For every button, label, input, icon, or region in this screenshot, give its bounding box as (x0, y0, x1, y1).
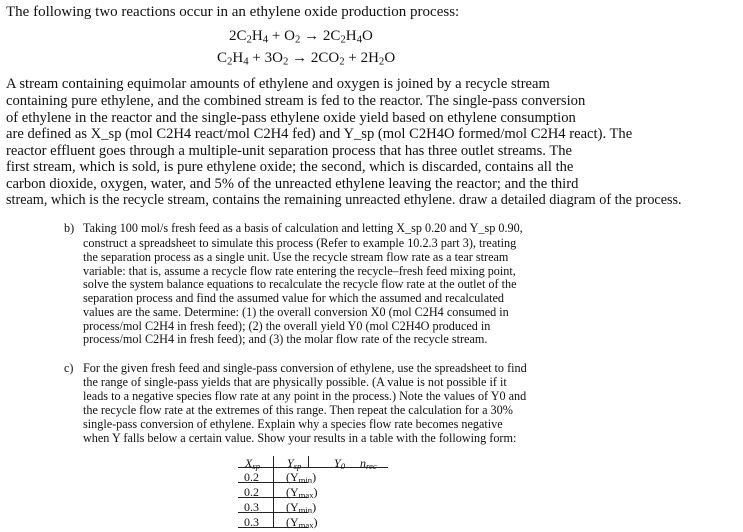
part-b-line-8: process/mol C2H4 in fresh feed); (2) the overall yield Y0 (mol C2H4O produced in (83, 319, 491, 333)
table-cell-x: 0.2 (244, 470, 259, 484)
table-col-divider (273, 456, 274, 528)
para-line-2: containing pure ethylene, and the combined stream is fed to the reactor. The single-pass conversion (6, 93, 586, 109)
table-cell-y: $(Y_{max})$ (286, 515, 318, 531)
table-cell-x: 0.3 (244, 515, 259, 529)
table-cell-x: 0.3 (244, 500, 259, 514)
intro-text: The following two reactions occur in an ethylene oxide production process: (6, 4, 460, 20)
reaction-1: $2C_2H_4 + O_2 \to 2C_2H_4O$ (229, 28, 373, 46)
part-b-line-6: separation process and find the assumed value for which the assumed and recalculated (83, 291, 504, 305)
part-b-label: b) (64, 221, 75, 235)
part-b-line-5: solve the system balance equations to recalculate the recycle flow rate at the outlet of the (83, 277, 517, 291)
para-line-1: A stream containing equimolar amounts of ethylene and oxygen is joined by a recycle stream (6, 76, 550, 92)
para-line-5: reactor effluent goes through a multiple-unit separation process that has three outlet streams. The (6, 143, 573, 159)
table-cell-y: $(Y_{min})$ (286, 500, 317, 516)
para-line-8: stream, which is the recycle stream, contains the remaining unreacted ethylene. draw a detailed diagram of the process. (6, 192, 682, 208)
para-line-3: of ethylene in the reactor and the single-pass ethylene oxide yield based on ethylene consumption (6, 110, 576, 126)
table-header-xsp: $X_{sp}$ (245, 456, 261, 472)
part-c-line-5: single-pass conversion of ethylene. Explain why a species flow rate becomes negative (83, 417, 503, 431)
part-c-line-1: For the given fresh feed and single-pass conversion of ethylene, use the spreadsheet to find (83, 361, 527, 375)
part-b-line-1: Taking 100 mol/s fresh feed as a basis of calculation and letting X_sp 0.20 and Y_sp 0.90, (83, 221, 523, 235)
table-col-divider (308, 456, 309, 468)
part-b-line-7: values are the same. Determine: (1) the overall conversion X0 (mol C2H4 consumed in (83, 305, 509, 319)
para-line-4: are defined as X_sp (mol C2H4 react/mol C2H4 fed) and Y_sp (mol C2H4O formed/mol C2H4 react). The (6, 126, 633, 142)
part-c-line-3: leads to a negative species flow rate at any point in the process.) Note the values of Y0 and (83, 389, 527, 403)
para-line-7: carbon dioxide, oxygen, water, and 5% of the unreacted ethylene leaving the reactor; and the third (6, 176, 579, 192)
part-c-line-2: the range of single-pass yields that are physically possible. (A value is not possible if it (83, 375, 507, 389)
part-c-line-6: when Y falls below a certain value. Show your results in a table with the following form: (83, 431, 517, 445)
part-c-line-4: the recycle flow rate at the extremes of this range. Then repeat the calculation for a 30% (83, 403, 513, 417)
table-header-nrec: $n_{rec}$ (360, 456, 377, 472)
part-b-line-2: construct a spreadsheet to simulate this process (Refer to example 10.2.3 part 3), treating (83, 236, 517, 250)
para-line-6: first stream, which is sold, is pure ethylene oxide; the second, which is discarded, contains all the (6, 159, 574, 175)
table-cell-x: 0.2 (244, 485, 259, 499)
part-b-line-3: the separation process as a single unit. Use the recycle stream flow rate as a tear stream (83, 250, 509, 264)
reaction-2: $C_2H_4 + 3O_2 \to 2CO_2 + 2H_2O$ (217, 50, 396, 68)
table-header-y0: $Y_0$ (334, 456, 345, 472)
part-b-line-4: variable: that is, assume a recycle flow rate entering the recycle–fresh feed mixing point, (83, 264, 516, 278)
table-cell-y: $(Y_{min})$ (286, 470, 317, 486)
table-header-ysp: $Y_{sp}$ (287, 456, 302, 472)
part-c-label: c) (64, 361, 74, 375)
table-cell-y: $(Y_{max})$ (286, 485, 318, 501)
part-b-line-9: process/mol C2H4 in fresh feed); and (3) the molar flow rate of the recycle stream. (83, 332, 488, 346)
